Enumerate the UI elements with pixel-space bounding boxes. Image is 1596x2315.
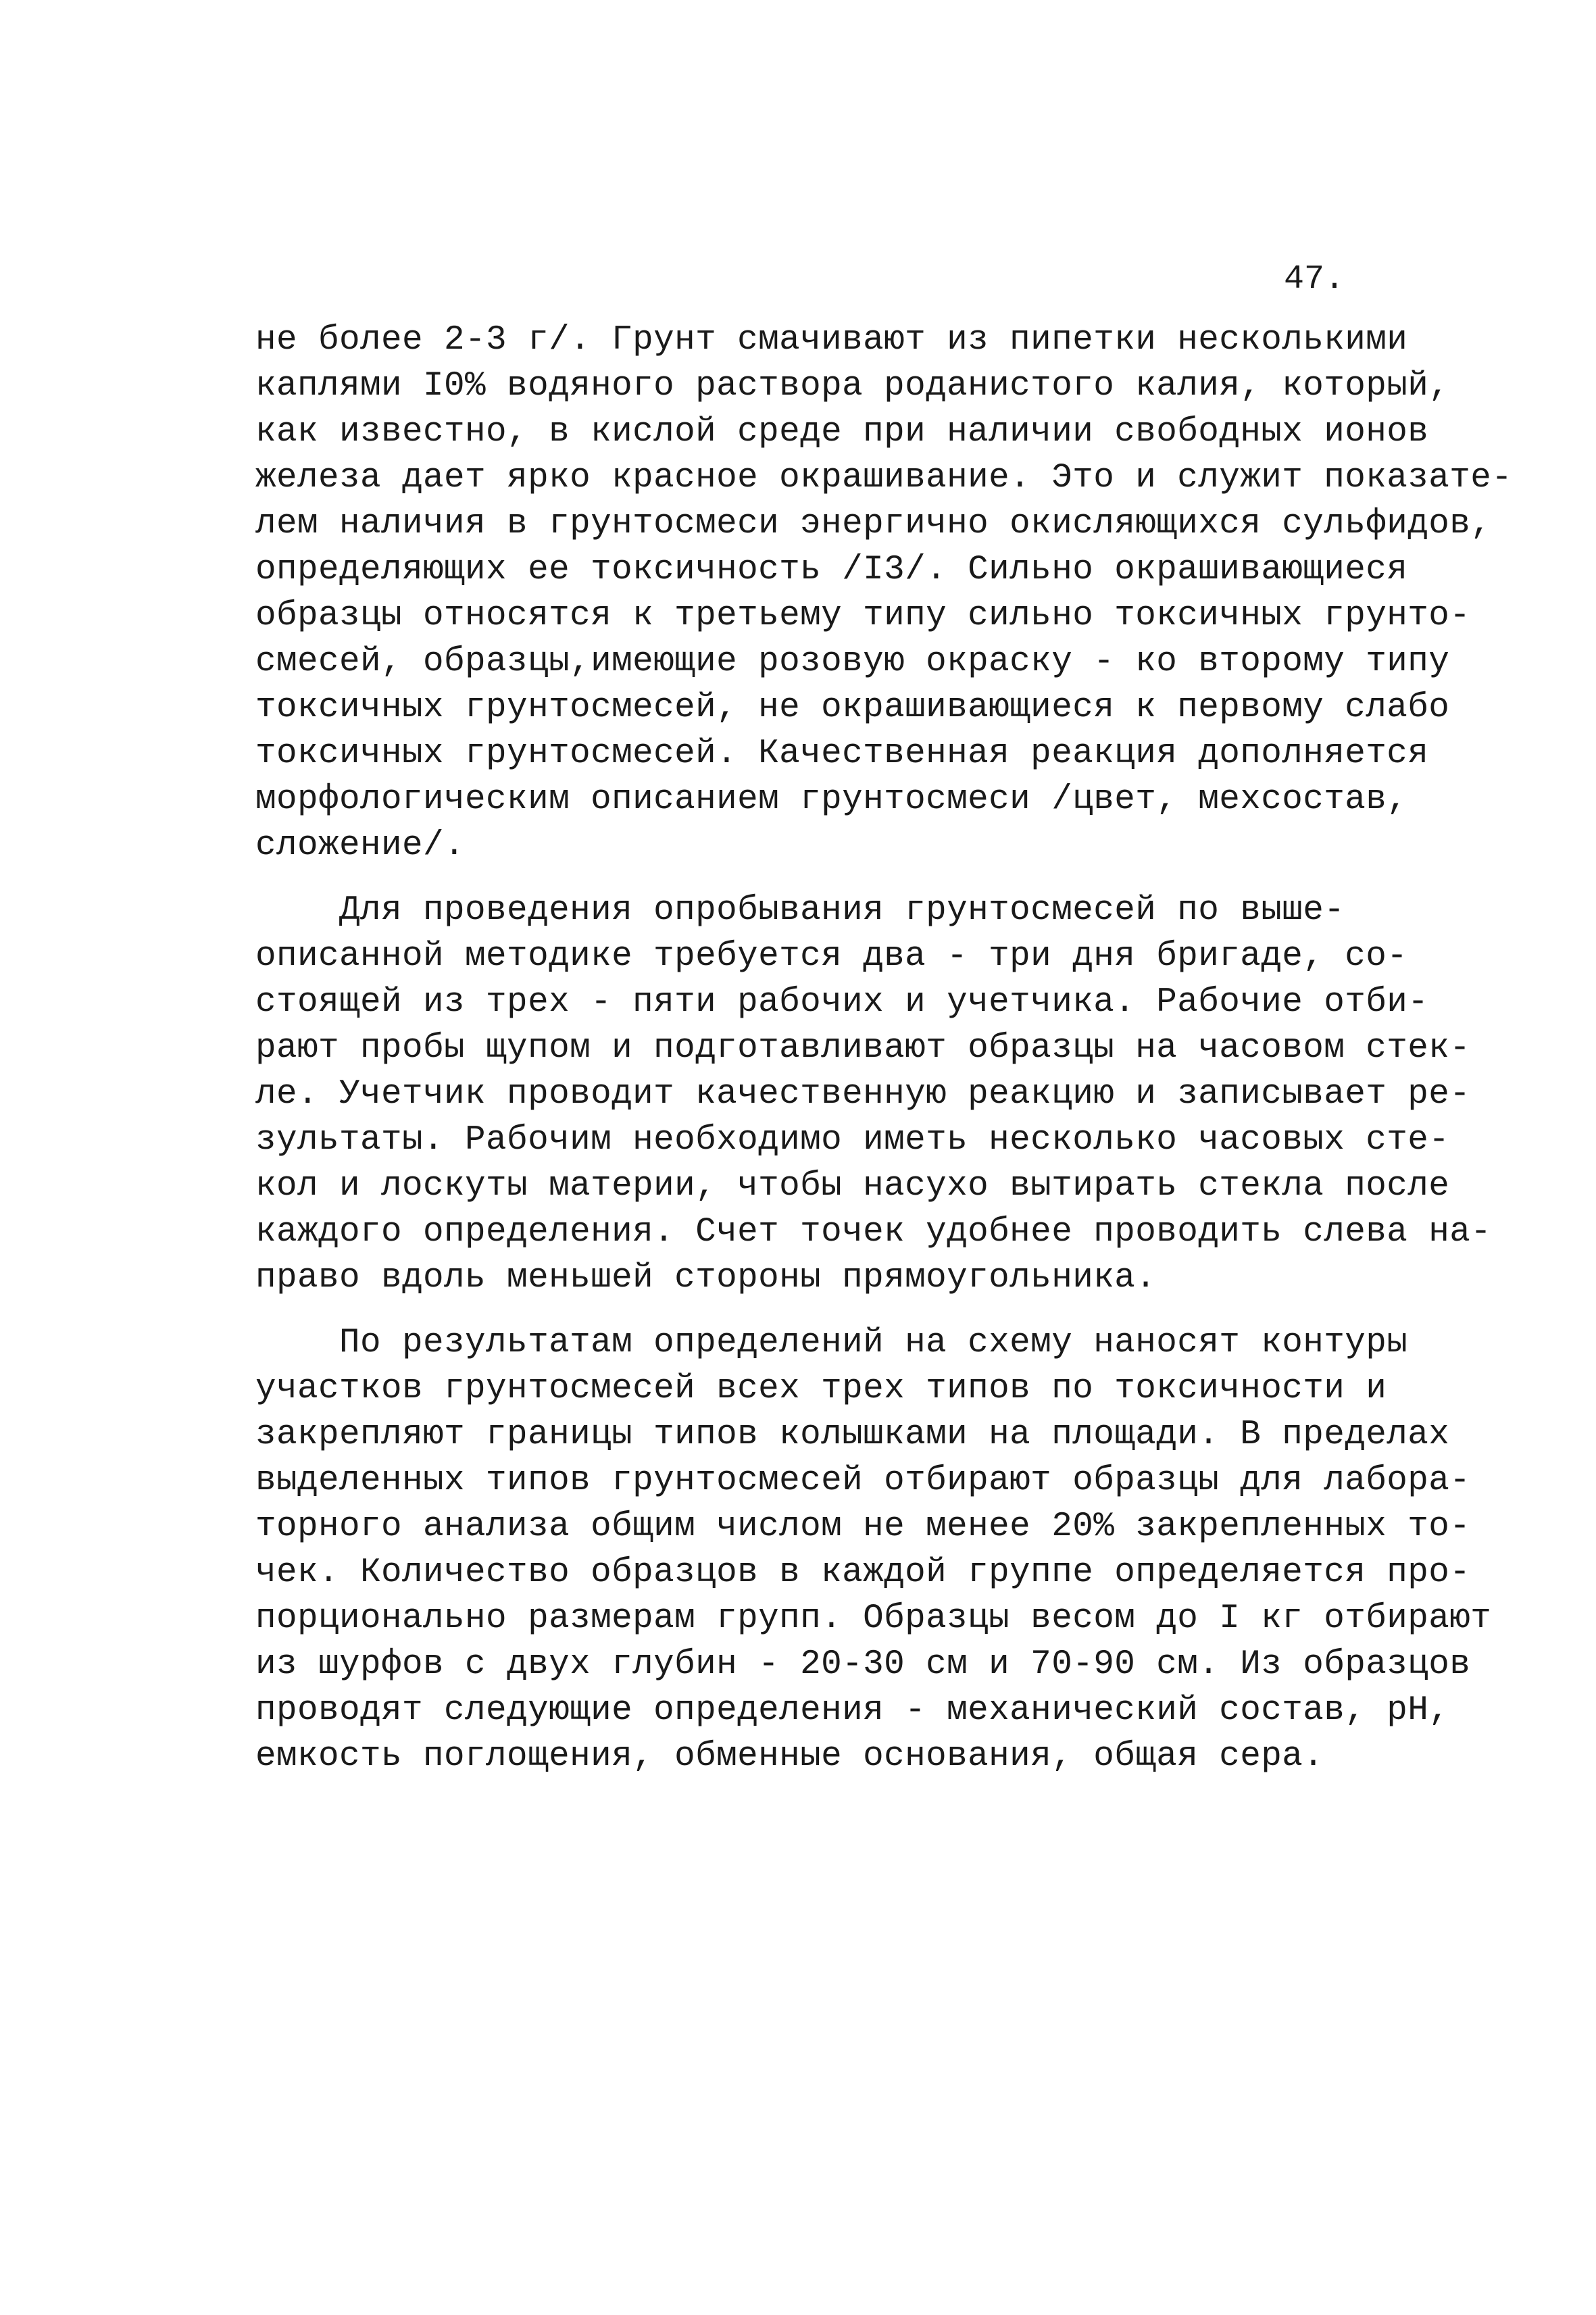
text-line: каждого определения. Счет точек удобнее проводить слева на- [255, 1213, 1492, 1251]
text-line: токсичных грунтосмесей, не окрашивающиеся к первому слабо [255, 689, 1450, 727]
paragraph-1 [255, 318, 1512, 869]
text-line: зультаты. Рабочим необходимо иметь несколько часовых сте- [255, 1121, 1450, 1160]
paragraph-2 [255, 888, 1512, 1301]
text-line: морфологическим описанием грунтосмеси /цвет, мехсостав, [255, 780, 1408, 819]
text-line: проводят следующие определения - механический состав, pH, [255, 1691, 1450, 1730]
text-line: порционально размерам групп. Образцы весом до I кг отбирают [255, 1599, 1492, 1638]
text-line: стоящей из трех - пяти рабочих и учетчика. Рабочие отби- [255, 983, 1429, 1022]
body-text [255, 318, 1512, 1780]
text-line: ле. Учетчик проводит качественную реакцию и записывает ре- [255, 1075, 1471, 1114]
text-line: из шурфов с двух глубин - 20-30 см и 70-90 см. Из образцов [255, 1645, 1471, 1684]
text-line: смесей, образцы,имеющие розовую окраску - ко второму типу [255, 643, 1450, 681]
text-line: описанной методике требуется два - три дня бригаде, со- [255, 937, 1408, 976]
text-line: закрепляют границы типов колышками на площади. В пределах [255, 1416, 1450, 1454]
text-line: каплями I0% водяного раствора роданистого калия, который, [255, 367, 1450, 405]
text-line: как известно, в кислой среде при наличии свободных ионов [255, 413, 1429, 451]
text-line: торного анализа общим числом не менее 20% закрепленных то- [255, 1508, 1471, 1546]
paragraph-3 [255, 1320, 1512, 1780]
text-line: железа дает ярко красное окрашивание. Это и служит показате- [255, 459, 1513, 497]
text-line: Для проведения опробывания грунтосмесей по выше- [255, 891, 1345, 930]
text-line: определяющих ее токсичность /I3/. Сильно окрашивающиеся [255, 551, 1408, 589]
text-line: лем наличия в грунтосмеси энергично окисляющихся сульфидов, [255, 505, 1492, 543]
text-line: чек. Количество образцов в каждой группе определяется про- [255, 1553, 1471, 1592]
text-line: образцы относятся к третьему типу сильно токсичных грунто- [255, 597, 1471, 635]
text-line: не более 2-3 г/. Грунт смачивают из пипетки несколькими [255, 321, 1408, 359]
text-line: участков грунтосмесей всех трех типов по токсичности и [255, 1370, 1387, 1408]
page-number: 47. [1284, 260, 1345, 299]
text-line: емкость поглощения, обменные основания, общая сера. [255, 1737, 1324, 1776]
text-line: право вдоль меньшей стороны прямоугольника. [255, 1259, 1157, 1297]
text-line: рают пробы щупом и подготавливают образцы на часовом стек- [255, 1029, 1471, 1068]
text-line: сложение/. [255, 826, 466, 865]
text-line: кол и лоскуты материи, чтобы насухо вытирать стекла после [255, 1167, 1450, 1205]
text-line: выделенных типов грунтосмесей отбирают образцы для лабора- [255, 1462, 1471, 1500]
text-line: По результатам определений на схему наносят контуры [255, 1324, 1408, 1362]
text-line: токсичных грунтосмесей. Качественная реакция дополняется [255, 735, 1429, 773]
